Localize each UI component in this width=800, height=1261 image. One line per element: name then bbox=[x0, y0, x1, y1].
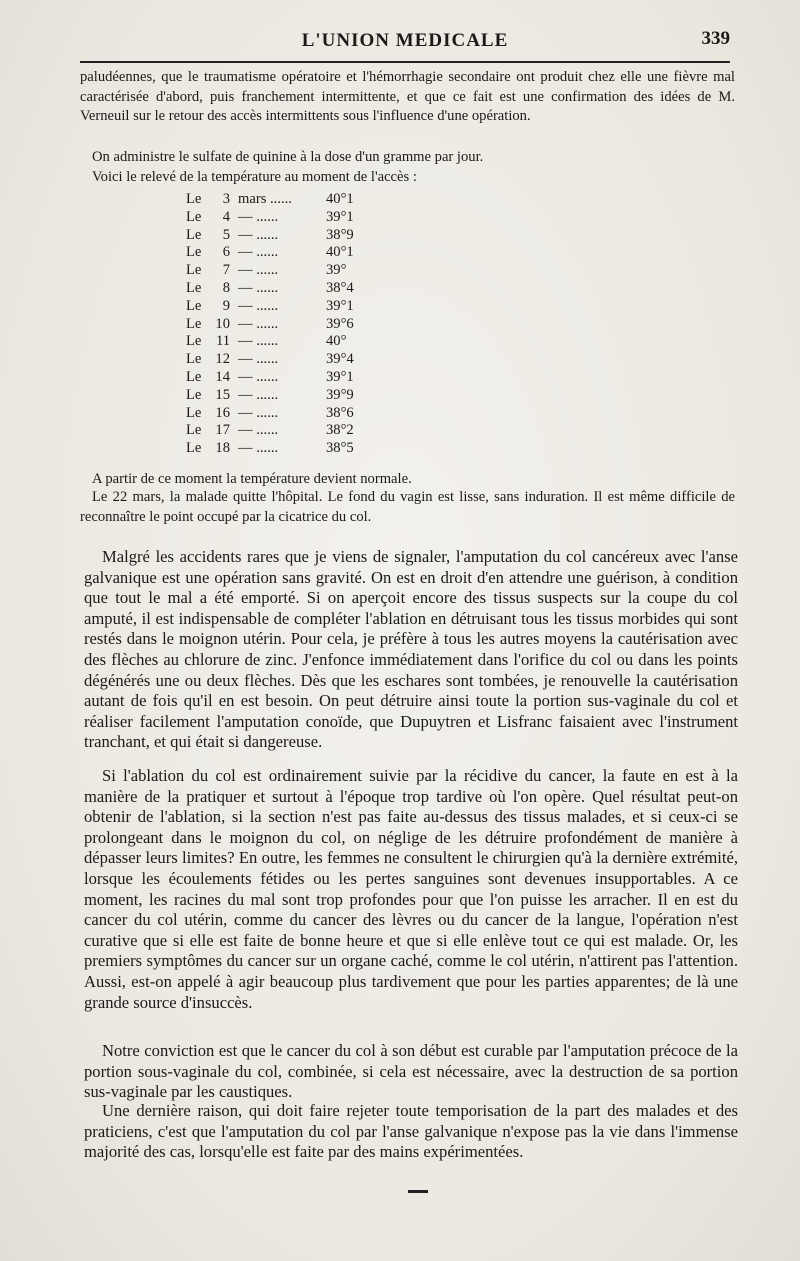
temperature-row bbox=[186, 387, 386, 405]
row-separator: — ...... bbox=[238, 279, 279, 296]
normal-temperature-note bbox=[80, 470, 735, 490]
row-temperature: 38°5 bbox=[326, 440, 354, 457]
row-day: 5 bbox=[222, 226, 230, 243]
row-temperature: 39°4 bbox=[326, 351, 354, 368]
row-day: 14 bbox=[215, 368, 230, 385]
temperature-row bbox=[186, 333, 386, 351]
discharge-paragraph bbox=[80, 488, 735, 527]
row-day: 11 bbox=[215, 333, 230, 350]
row-day: 15 bbox=[215, 386, 230, 403]
row-temperature: 39°1 bbox=[326, 368, 354, 385]
temperature-row bbox=[186, 316, 386, 334]
row-temperature: 38°6 bbox=[326, 404, 354, 421]
row-temperature: 40°1 bbox=[326, 191, 354, 207]
row-separator: — ...... bbox=[238, 297, 279, 314]
body-paragraph-2 bbox=[84, 766, 738, 1013]
paragraph-text: Une dernière raison, qui doit faire rejeter toute temporisation de la part des malades et des praticiens, c'est que l'amputation du col par l'anse galvanique n'expose pas la vie dans l'immense majorité des cas, lorsqu'elle est faite par des mains expérimentées. bbox=[84, 1101, 738, 1162]
temperature-table bbox=[186, 191, 386, 458]
row-temperature: 40° bbox=[326, 333, 347, 350]
row-day: 10 bbox=[215, 315, 230, 332]
row-le: Le bbox=[186, 279, 202, 296]
row-temperature: 39°1 bbox=[326, 297, 354, 314]
header-rule bbox=[80, 61, 730, 63]
row-separator: — ...... bbox=[238, 422, 279, 439]
temperature-row bbox=[186, 440, 386, 458]
row-separator: — ...... bbox=[238, 368, 279, 385]
row-le: Le bbox=[186, 368, 202, 385]
paragraph-text: Voici le relevé de la température au moment de l'accès : bbox=[92, 169, 417, 185]
paragraph-text: Malgré les accidents rares que je viens de signaler, l'amputation du col cancéreux avec l'anse galvanique est une opération sans gravité. On est en droit d'en attendre une guérison, à condition que tout le mal a été emporté. Si on aperçoit encore des tissus suspects sur la coupe du col amputé, il est indispensable de compléter l'ablation en détruisant tous les tissus morbides qui sont restés dans le moignon utérin. Pour cela, je préfère à tous les autres moyens la cautérisation avec des flèches au chlorure de zinc. J'enfonce immédiatement dans l'orifice du col ou dans les points dégénérés une ou deux flèches. Dès que les eschares sont tombées, je renouvelle la cautérisation autant de fois qu'il en est besoin. On peut détruire ainsi toute la portion sus-vaginale du col et réaliser facilement l'amputation conoïde, que Dupuytren et Lisfranc faisaient avec l'instrument tranchant, et qui était si dangereuse. bbox=[84, 547, 738, 752]
body-paragraph-1 bbox=[84, 547, 738, 753]
intro-paragraph bbox=[80, 68, 735, 127]
temperature-row bbox=[186, 369, 386, 387]
temperature-row bbox=[186, 262, 386, 280]
row-day: 17 bbox=[215, 422, 230, 439]
page-number: 339 bbox=[701, 28, 730, 49]
row-separator: — ...... bbox=[238, 315, 279, 332]
paragraph-text: Le 22 mars, la malade quitte l'hôpital. Le fond du vagin est lisse, sans induration. Il est même difficile de reconnaître le point occupé par la cicatrice du col. bbox=[80, 489, 735, 525]
row-day: 6 bbox=[222, 244, 230, 261]
running-title: L'UNION MEDICALE bbox=[301, 30, 509, 51]
row-temperature: 39°9 bbox=[326, 386, 354, 403]
temperature-row bbox=[186, 422, 386, 440]
row-day: 9 bbox=[222, 297, 230, 314]
temperature-row bbox=[186, 351, 386, 369]
row-day: 16 bbox=[215, 404, 230, 421]
row-separator: — ...... bbox=[238, 333, 279, 350]
row-le: Le bbox=[186, 208, 202, 225]
row-separator: — ...... bbox=[238, 244, 279, 261]
row-le: Le bbox=[186, 244, 202, 261]
row-temperature: 40°1 bbox=[326, 244, 354, 261]
row-le: Le bbox=[186, 422, 202, 439]
temperature-row bbox=[186, 298, 386, 316]
paragraph-text: paludéennes, que le traumatisme opératoire et l'hémorrhagie secondaire ont produit chez elle une fièvre mal caractérisée d'abord, puis franchement intermittente, et que ce fait est une confirmation des idées de M. Verneuil sur le retour des accès intermittents sous l'influence d'une opération. bbox=[80, 69, 735, 124]
row-le: Le bbox=[186, 297, 202, 314]
body-paragraph-3 bbox=[84, 1041, 738, 1103]
temperature-intro bbox=[80, 168, 735, 188]
row-temperature: 39° bbox=[326, 262, 347, 279]
row-temperature: 39°1 bbox=[326, 208, 354, 225]
row-day: 12 bbox=[215, 351, 230, 368]
row-le: Le bbox=[186, 351, 202, 368]
row-le: Le bbox=[186, 404, 202, 421]
row-separator: — ...... bbox=[238, 386, 279, 403]
row-temperature: 39°6 bbox=[326, 315, 354, 332]
row-day: 4 bbox=[222, 208, 230, 225]
row-le: Le bbox=[186, 386, 202, 403]
temperature-row bbox=[186, 244, 386, 262]
row-temperature: 38°2 bbox=[326, 422, 354, 439]
temperature-row bbox=[186, 405, 386, 423]
row-separator: — ...... bbox=[238, 262, 279, 279]
row-temperature: 38°9 bbox=[326, 226, 354, 243]
temperature-row bbox=[186, 280, 386, 298]
temperature-row bbox=[186, 209, 386, 227]
row-separator: — ...... bbox=[238, 404, 279, 421]
temperature-row bbox=[186, 191, 386, 209]
row-temperature: 38°4 bbox=[326, 279, 354, 296]
row-le: Le bbox=[186, 440, 202, 457]
page-header bbox=[80, 26, 730, 60]
row-le: Le bbox=[186, 262, 202, 279]
row-le: Le bbox=[186, 315, 202, 332]
row-le: Le bbox=[186, 191, 202, 207]
row-le: Le bbox=[186, 333, 202, 350]
temperature-row bbox=[186, 227, 386, 245]
row-day: 18 bbox=[215, 440, 230, 457]
row-day: 7 bbox=[222, 262, 230, 279]
row-day: 3 bbox=[222, 191, 230, 207]
paragraph-text: Si l'ablation du col est ordinairement suivie par la récidive du cancer, la faute en est à la manière de la pratiquer et surtout à l'époque trop tardive où l'on opère. Quel résultat peut-on obtenir de l'ablation, si la section n'est pas faite au-dessus des tissus malades, et si ceux-ci se prolongeant dans le moignon du col, on néglige de les détruire profondément de manière à dépasser leurs limites? En outre, les femmes ne consultent le chirurgien qu'à la dernière extrémité, lorsque les écoulements fétides ou les pertes sanguines sont devenues insupportables. A ce moment, les racines du mal sont trop profondes pour que l'on puisse les arracher. Il en est du cancer du col utérin, comme du cancer des lèvres ou du cancer de la langue, l'opération n'est curative que si elle est faite de bonne heure et que si elle enlève tout ce qui est malade. Or, les premiers symptômes du cancer sur un organe caché, comme le col utérin, n'attirent pas l'attention. Aussi, est-on appelé à agir beaucoup plus tardivement que pour les parties apparentes; de là une grande source d'insuccès. bbox=[84, 766, 738, 1012]
body-paragraph-4 bbox=[84, 1101, 738, 1163]
row-separator: — ...... bbox=[238, 226, 279, 243]
row-le: Le bbox=[186, 226, 202, 243]
paragraph-text: On administre le sulfate de quinine à la dose d'un gramme par jour. bbox=[92, 149, 484, 165]
row-separator: — ...... bbox=[238, 351, 279, 368]
paragraph-text: A partir de ce moment la température devient normale. bbox=[92, 471, 412, 487]
row-day: 8 bbox=[222, 279, 230, 296]
row-separator: mars ...... bbox=[238, 191, 292, 207]
quinine-paragraph bbox=[80, 148, 735, 168]
paragraph-text: Notre conviction est que le cancer du col à son début est curable par l'amputation précoce de la portion sous-vaginale du col, combinée, si cela est nécessaire, avec la destruction de sa portion sus-vaginale par les caustiques. bbox=[84, 1041, 738, 1102]
end-rule bbox=[408, 1190, 428, 1193]
row-separator: — ...... bbox=[238, 440, 279, 457]
row-separator: — ...... bbox=[238, 208, 279, 225]
